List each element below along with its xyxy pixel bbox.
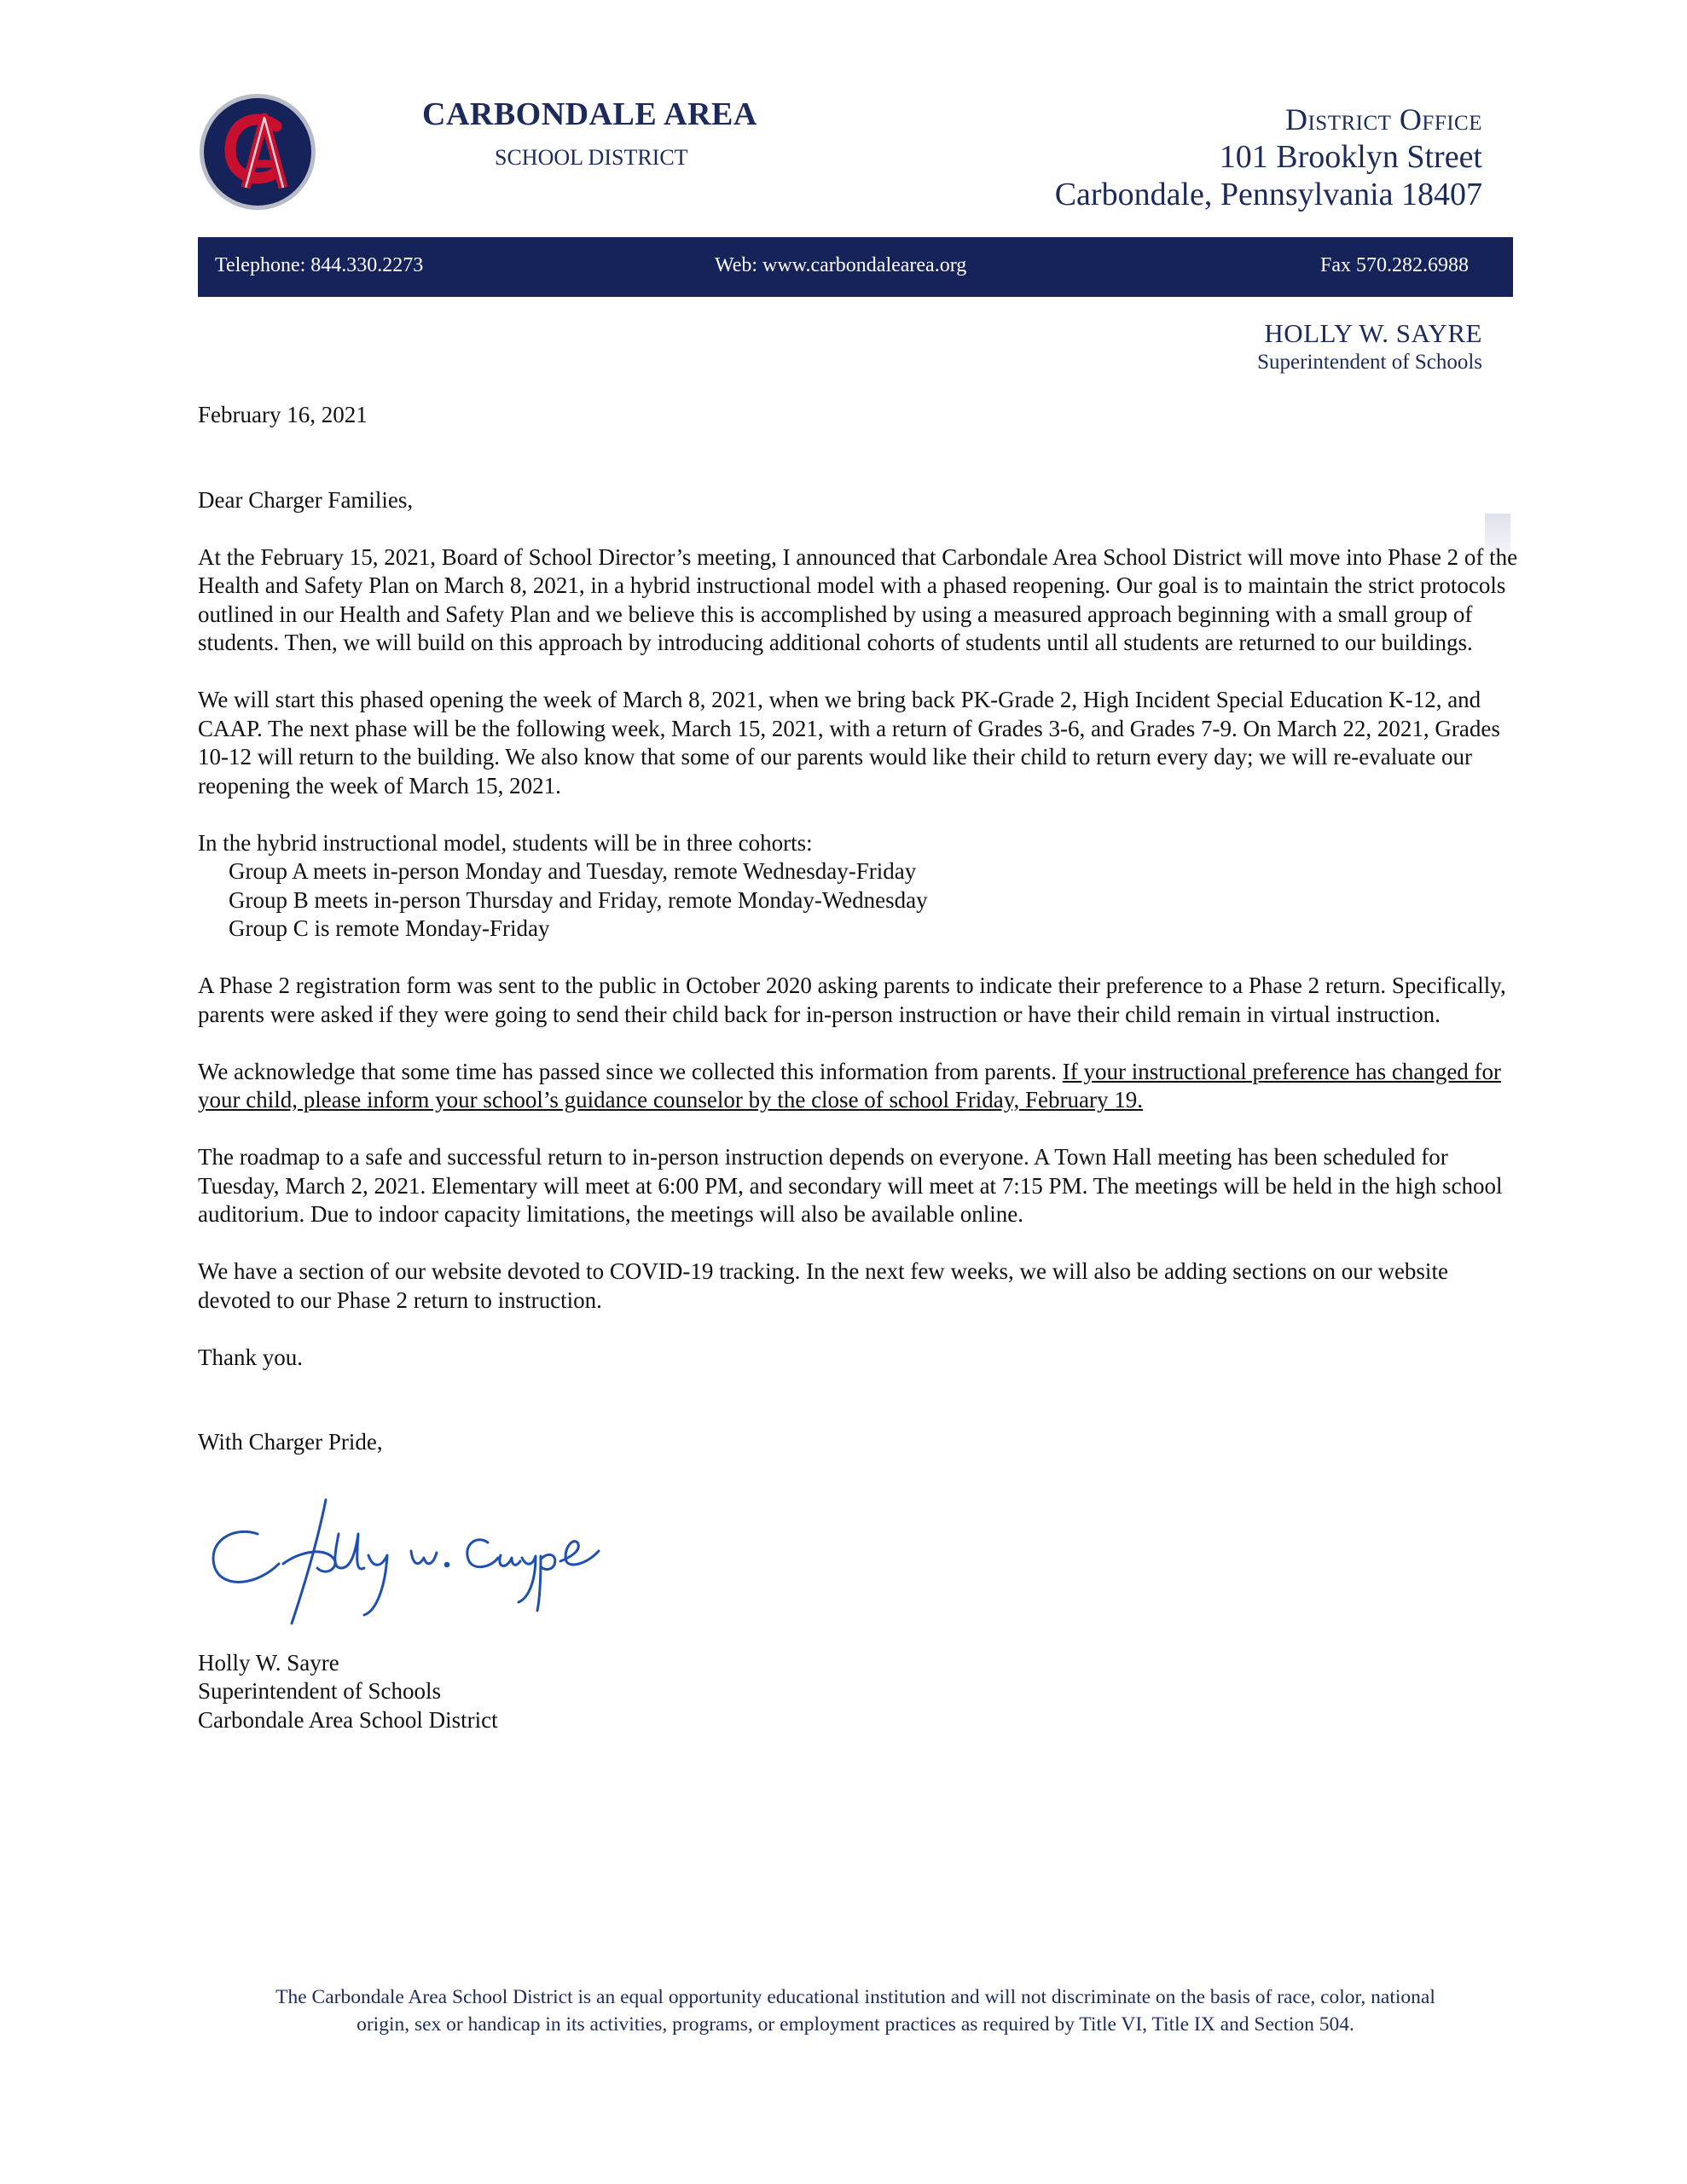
office-city: Carbondale, Pennsylvania 18407 bbox=[1054, 177, 1482, 212]
ca-logo-icon bbox=[198, 92, 317, 212]
paragraph-town-hall: The roadmap to a safe and successful return to in-person instruction depends on everyone. A Town Hall meeting has been scheduled for Tuesday, March 2, 2021. Elementary will meet at 6:00 PM, and secondary will meet at 7:15 PM. The meetings will be held in the high school auditorium. Due to indoor capacity limitations, the meetings will also be available online. bbox=[198, 1144, 1503, 1227]
footer-line-1: The Carbondale Area School District is an equal opportunity educational institution and will not discriminate on the basis of race, color, national bbox=[275, 1986, 1435, 2008]
letter-date: February 16, 2021 bbox=[198, 402, 368, 427]
district-name: CARBONDALE AREA bbox=[422, 96, 757, 132]
signer-name: Holly W. Sayre bbox=[198, 1649, 339, 1676]
superintendent-title: Superintendent of Schools bbox=[1257, 351, 1482, 374]
preference-lead-text: We acknowledge that some time has passed since we collected this information from parents. bbox=[198, 1058, 1063, 1084]
office-title: District Office bbox=[1284, 102, 1482, 136]
cohort-group-c: Group C is remote Monday-Friday bbox=[229, 915, 550, 941]
handwritten-signature bbox=[198, 1483, 624, 1632]
paragraph-registration-form: A Phase 2 registration form was sent to the public in October 2020 asking parents to indicate their preference to a Phase 2 return. Specifically, parents were asked if they were going to send their child back for in-person instruction or have their child remain in virtual instruction. bbox=[198, 973, 1506, 1027]
paragraph-website: We have a section of our website devoted to COVID-19 tracking. In the next few weeks, we will also be adding sections on our website devoted to our Phase 2 return to instruction. bbox=[198, 1258, 1448, 1313]
website-text: Web: www.carbondalearea.org bbox=[715, 254, 967, 276]
superintendent-name: HOLLY W. SAYRE bbox=[1264, 318, 1482, 348]
superintendent-header bbox=[1257, 317, 1482, 375]
paragraph-phased-opening: We will start this phased opening the week of March 8, 2021, when we bring back PK-Grade 2, High Incident Special Education K-12, and CAAP. The next phase will be the following week, March 15, 2021, with a return of Grades 3-6, and Grades 7-9. On March 22, 2021, Grades 10-12 will return to the building. We also know that some of our parents would like their child to return every day; we will re-evaluate our reopening the week of March 15, 2021. bbox=[198, 687, 1500, 799]
contact-bar bbox=[198, 237, 1513, 297]
signer-organization: Carbondale Area School District bbox=[198, 1706, 498, 1733]
closing-line: With Charger Pride, bbox=[198, 1429, 383, 1455]
letter-body bbox=[198, 401, 1520, 1734]
telephone-text: Telephone: 844.330.2273 bbox=[215, 254, 424, 276]
paragraph-preference-change bbox=[198, 1058, 1520, 1115]
signer-title: Superintendent of Schools bbox=[198, 1678, 441, 1704]
fax-text: Fax 570.282.6988 bbox=[1320, 254, 1469, 276]
paragraph-phase2-announcement: At the February 15, 2021, Board of School Director’s meeting, I announced that Carbondale Area School District will move into Phase 2 of the Health and Safety Plan on March 8, 2021, in a hybrid instructional model with a phased reopening. Our goal is to maintain the strict protocols outlined in our Health and Safety Plan and we believe this is accomplished by using a measured approach beginning with a small group of students. Then, we will build on this approach by introducing additional cohorts of students until all students are returned to our buildings. bbox=[198, 543, 1518, 655]
office-street: 101 Brooklyn Street bbox=[1219, 139, 1482, 175]
cohort-group-b: Group B meets in-person Thursday and Friday, remote Monday-Wednesday bbox=[229, 886, 928, 913]
paragraph-cohorts-intro: In the hybrid instructional model, students will be in three cohorts: bbox=[198, 829, 813, 856]
salutation: Dear Charger Families, bbox=[198, 486, 414, 513]
preference-deadline-underlined: If your instructional preference has changed for your child, please inform your school’s guidance counselor by the close of school Friday, February 19. bbox=[198, 1058, 1502, 1112]
cohort-group-a: Group A meets in-person Monday and Tuesday, remote Wednesday-Friday bbox=[229, 858, 917, 884]
footer-line-2: origin, sex or handicap in its activities, programs, or employment practices as required by Title VI, Title IX and Section 504. bbox=[357, 2013, 1354, 2036]
district-subtitle: SCHOOL DISTRICT bbox=[495, 145, 688, 170]
thank-you-line: Thank you. bbox=[198, 1344, 303, 1370]
equal-opportunity-footer bbox=[198, 1984, 1513, 2038]
district-office-address bbox=[1055, 101, 1482, 213]
district-logo bbox=[198, 92, 317, 212]
